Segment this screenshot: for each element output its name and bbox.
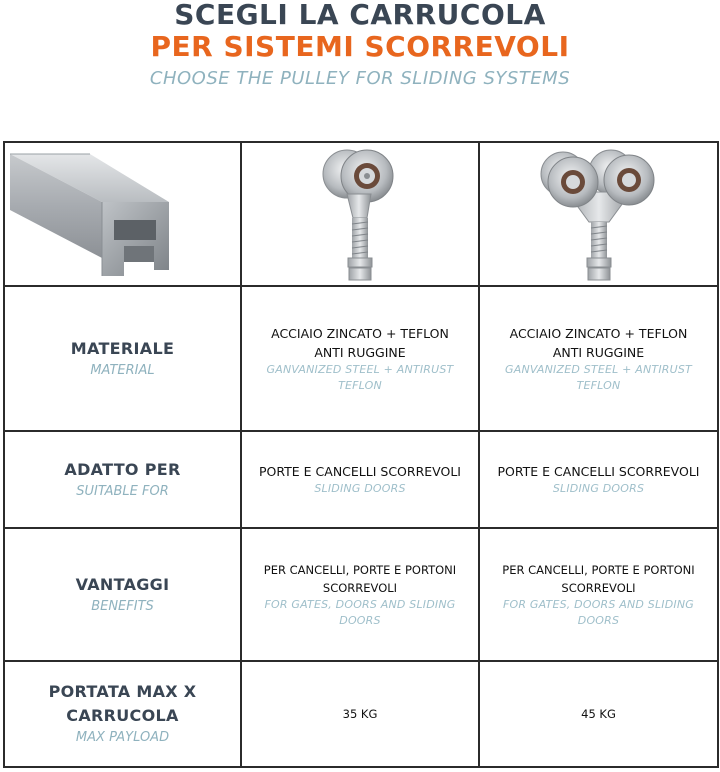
double-pulley-image [481,144,716,284]
suitable-col1: PORTE E CANCELLI SCORREVOLI [259,464,461,479]
benefits-col1-line1: PER CANCELLI, PORTE E PORTONI [263,562,457,577]
benefits-col2-en-line1: FOR GATES, DOORS AND SLIDING [502,597,695,611]
benefits-col1-cell [241,528,479,661]
single-pulley-image-cell [241,142,479,286]
material-label-en: MATERIAL [90,362,155,378]
title-line-1: SCEGLI LA CARRUCOLA [174,0,546,31]
payload-col2: 45 KG [581,707,616,721]
benefits-col1-line2: SCORREVOLI [322,580,398,595]
material-col2-en-line1: GANVANIZED STEEL + ANTIRUST [505,362,692,376]
material-col1-line2: ANTI RUGGINE [314,344,406,360]
suitable-col2-en: SLIDING DOORS [552,482,645,495]
material-col1-en-line2: TEFLON [338,378,382,392]
material-row [4,286,718,431]
suitable-col1-en: SLIDING DOORS [314,482,406,495]
payload-label-line1: PORTATA MAX X [48,682,197,701]
payload-row [4,661,718,767]
benefits-row [4,528,718,661]
payload-col1: 35 KG [342,707,378,721]
suitable-col1-cell [241,431,479,528]
benefits-col1-en-line2: DOORS [339,613,381,627]
payload-col1-cell [241,661,479,767]
suitable-label: ADATTO PER [64,459,181,479]
suitable-label-cell [4,431,241,528]
benefits-label-cell [4,528,241,661]
material-col2-en-line2: TEFLON [576,378,621,392]
double-pulley-image-cell [479,142,718,286]
benefits-col2-cell [479,528,718,661]
material-col1-line1: ACCIAIO ZINCATO + TEFLON [271,325,449,341]
title-line-2: PER SISTEMI SCORREVOLI [150,30,570,63]
benefits-label-en: BENEFITS [91,598,154,614]
benefits-col2-en-line2: DOORS [577,613,620,627]
payload-label-line2: CARRUCOLA [66,706,179,725]
material-col2-cell [479,286,718,431]
suitable-col2-cell [479,431,718,528]
subtitle: CHOOSE THE PULLEY FOR SLIDING SYSTEMS [149,68,571,89]
benefits-col1-en-line1: FOR GATES, DOORS AND SLIDING [264,597,456,611]
payload-label-cell [4,661,241,767]
material-col1-en-line1: GANVANIZED STEEL + ANTIRUST [266,362,454,376]
suitable-row [4,431,718,528]
benefits-col2-line1: PER CANCELLI, PORTE E PORTONI [502,562,695,577]
image-row [4,142,718,286]
rail-image [6,144,239,284]
material-col2-line1: ACCIAIO ZINCATO + TEFLON [509,325,688,341]
material-label: MATERIALE [70,338,175,358]
payload-label-en: MAX PAYLOAD [75,730,170,745]
material-col1-cell [241,286,479,431]
rail-image-cell [4,142,241,286]
benefits-col2-line2: SCORREVOLI [561,580,636,595]
material-label-cell [4,286,241,431]
suitable-label-en: SUITABLE FOR [76,483,169,499]
single-pulley-image [243,144,477,284]
benefits-label: VANTAGGI [75,574,170,594]
comparison-table [3,141,719,768]
payload-col2-cell [479,661,718,767]
suitable-col2: PORTE E CANCELLI SCORREVOLI [497,464,700,479]
material-col2-line2: ANTI RUGGINE [552,344,645,360]
